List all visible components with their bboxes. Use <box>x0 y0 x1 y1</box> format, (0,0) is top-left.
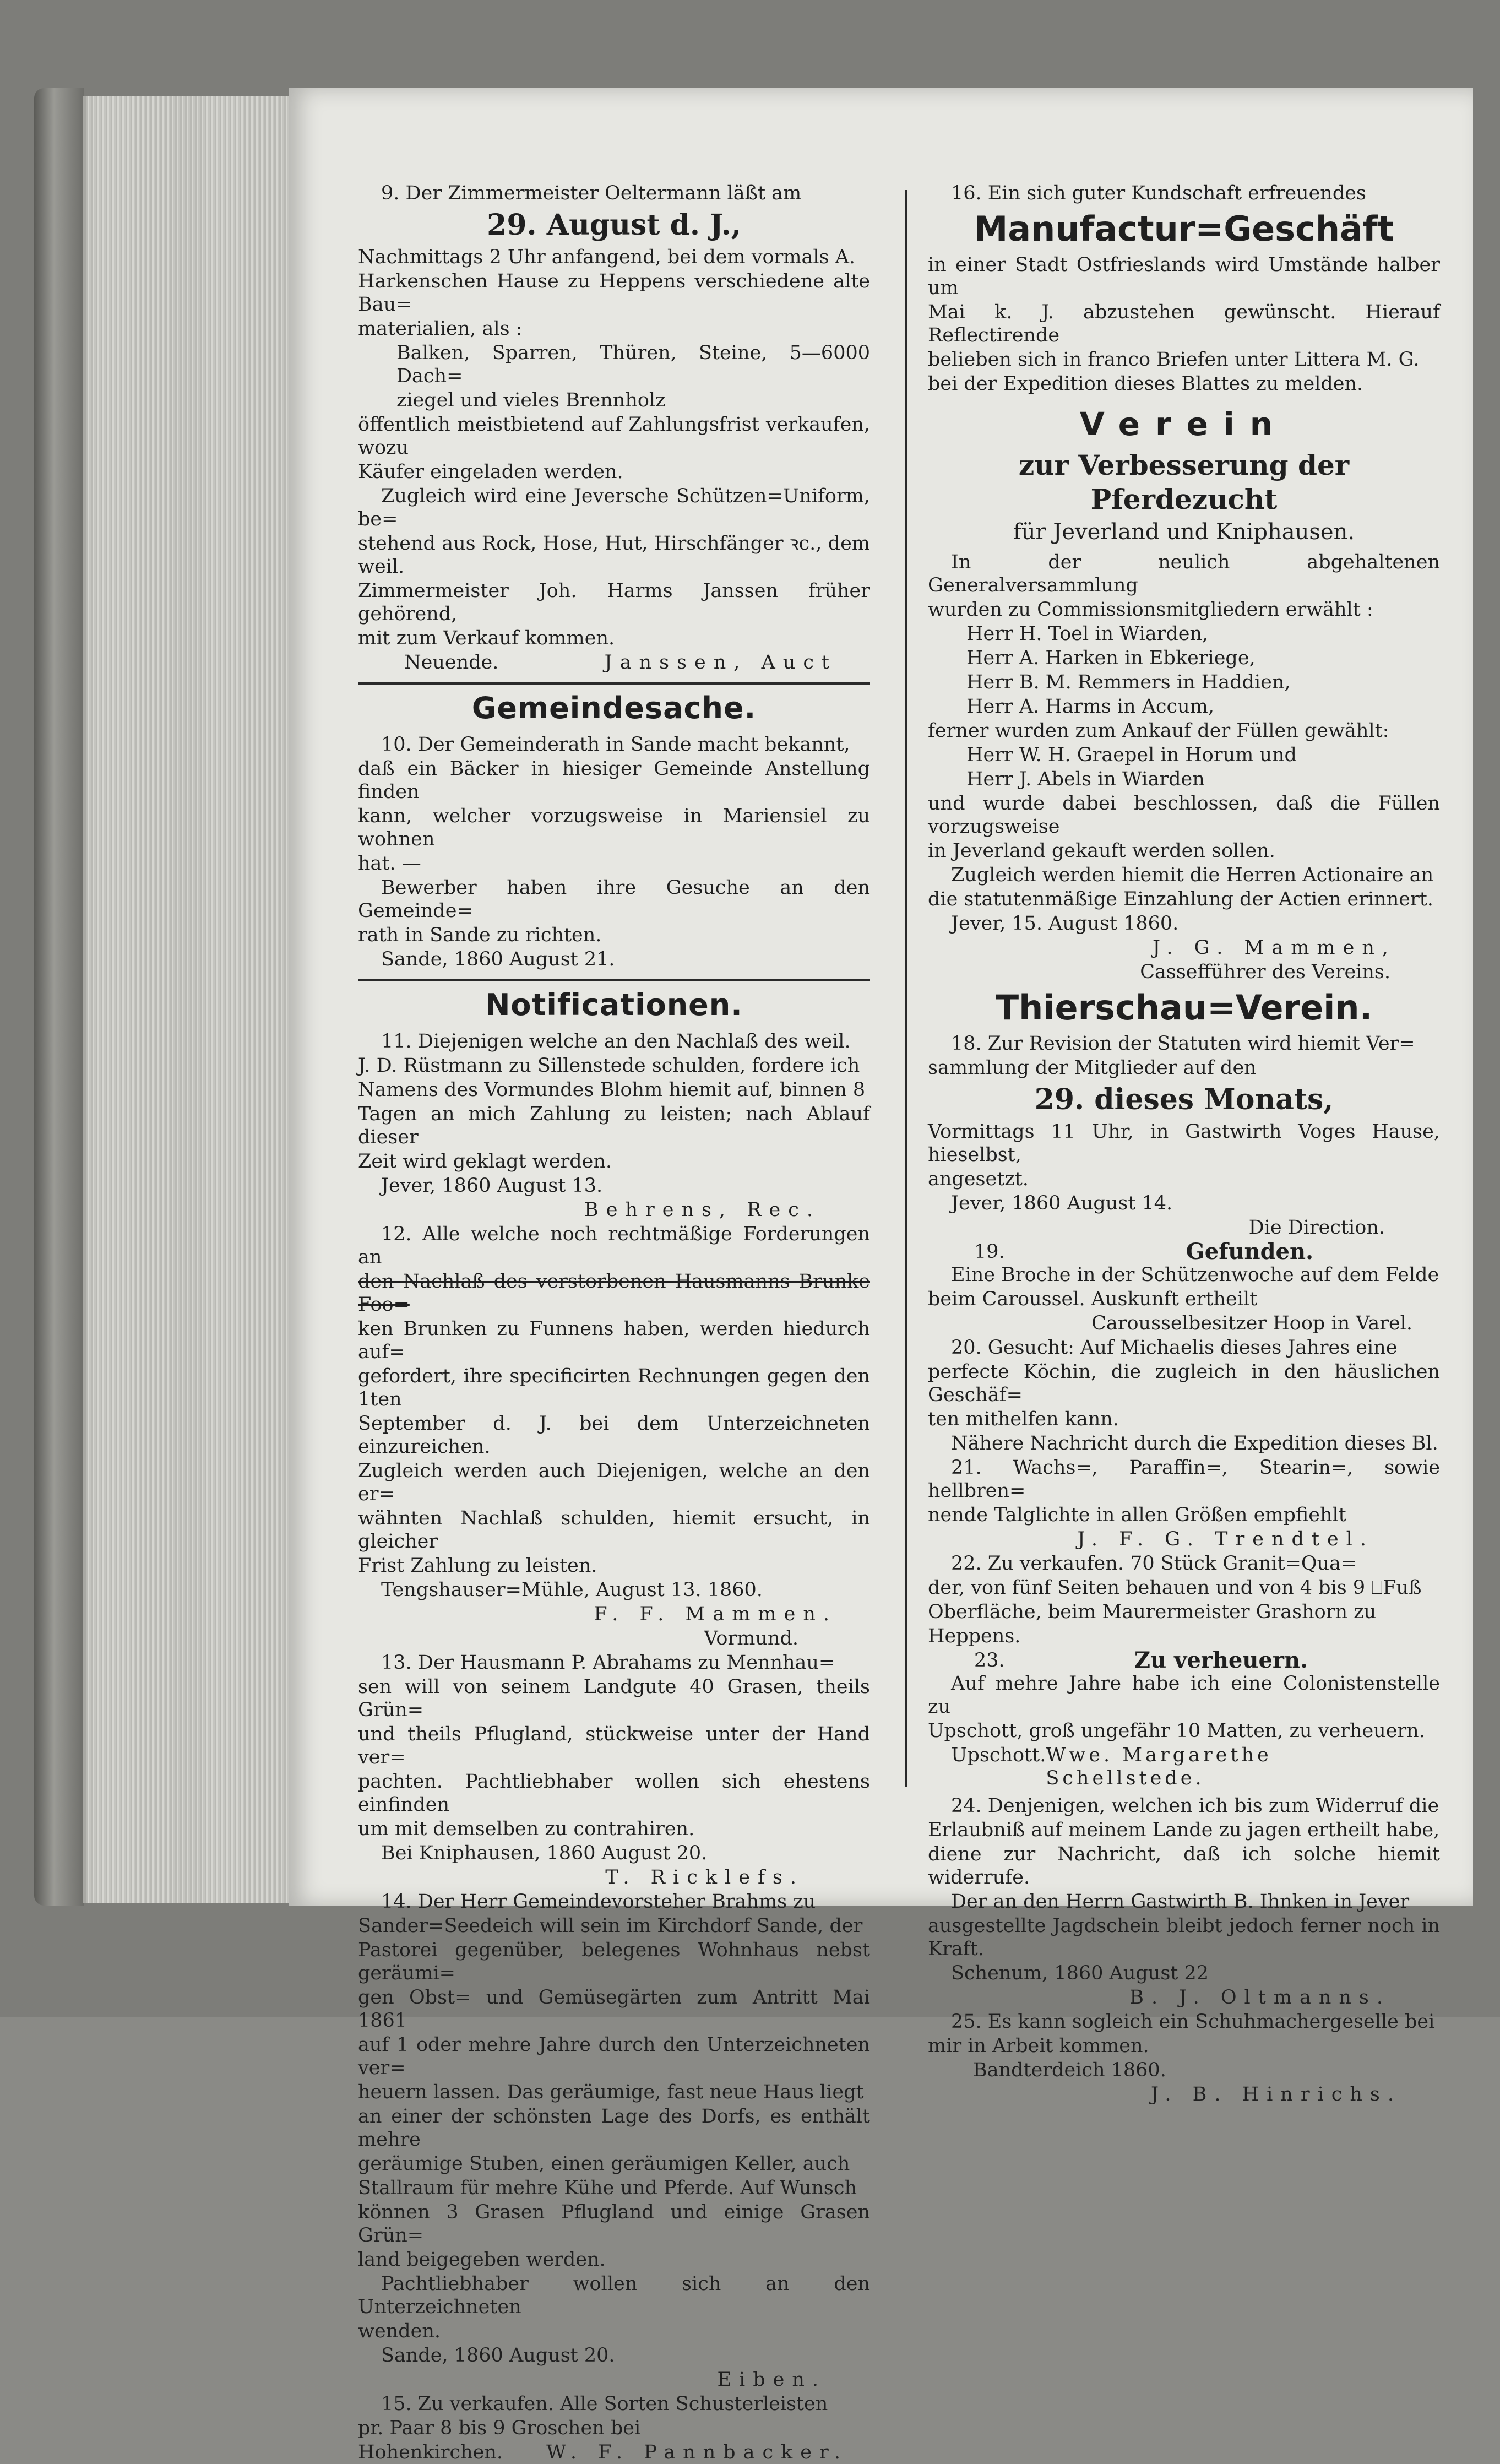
notice-12-line: Frist Zahlung zu leisten. <box>358 1555 597 1577</box>
notice-9-date: 29. August d. J., <box>487 208 741 242</box>
section-rule <box>358 979 870 981</box>
section-heading: Notificationen. <box>485 987 743 1022</box>
notice-24 <box>928 1794 1440 2009</box>
verein-line: Zugleich werden hiemit die Herren Actionaire an <box>951 864 1434 886</box>
verein-member: Herr B. M. Remmers in Haddien, <box>966 671 1291 693</box>
verein-line: In der neulich abgehaltenen Generalversammlung <box>928 551 1440 596</box>
notice-9-line: stehend aus Rock, Hose, Hut, Hirschfänger ꝛc., dem weil. <box>358 533 870 578</box>
notice-12-struck-line: den Nachlaß des verstorbenen Hausmanns Brunke Foo= <box>358 1271 870 1316</box>
section-rule <box>358 682 870 685</box>
notice-14-line: Pastorei gegenüber, belegenes Wohnhaus nebst geräumi= <box>358 1939 870 1984</box>
verein-member: Herr H. Toel in Wiarden, <box>966 623 1209 645</box>
notice-19-number: 19. <box>974 1241 1005 1263</box>
notice-25-line: mir in Arbeit kommen. <box>928 2035 1149 2057</box>
column-divider <box>905 190 907 1787</box>
notice-13-signature: T. Ricklefs. <box>605 1866 804 1888</box>
notice-9-line: öffentlich meistbietend auf Zahlungsfrist verkaufen, wozu <box>358 414 870 459</box>
notice-11-line: 11. Diejenigen welche an den Nachlaß des weil. <box>381 1030 851 1052</box>
notice-21-signature: J. F. G. Trendtel. <box>1077 1528 1374 1550</box>
notice-12-line: wähnten Nachlaß schulden, hiemit ersucht, in gleicher <box>358 1507 870 1553</box>
notice-18-signature: Die Direction. <box>1248 1217 1385 1239</box>
notice-23-line: Upschott, groß ungefähr 10 Matten, zu verheuern. <box>928 1720 1425 1742</box>
notice-10-line: 10. Der Gemeinderath in Sande macht bekannt, <box>381 734 850 756</box>
notice-15-place: Hohenkirchen. <box>358 2441 503 2463</box>
notice-16-heading: Manufactur=Geschäft <box>974 209 1394 249</box>
notice-20-line: Nähere Nachricht durch die Expedition dieses Bl. <box>951 1432 1438 1454</box>
notice-9-footer <box>358 651 870 674</box>
notice-16-line: belieben sich in franco Briefen unter Littera M. G. <box>928 349 1420 371</box>
verein-heading: Verein <box>1079 405 1289 443</box>
verein-line: die statutenmäßige Einzahlung der Actien erinnert. <box>928 888 1433 910</box>
notice-15-footer <box>358 2441 870 2464</box>
notice-14-line: land beigegeben werden. <box>358 2249 606 2271</box>
verein-buyer: Herr W. H. Graepel in Horum und <box>966 744 1297 766</box>
notice-18-date: 29. dieses Monats, <box>1034 1083 1334 1116</box>
notice-12-signature: F. F. Mammen. <box>594 1603 837 1625</box>
notice-9-line: Nachmittags 2 Uhr anfangend, bei dem vormals A. <box>358 246 856 268</box>
notice-21-line: 21. Wachs=, Paraffin=, Stearin=, sowie hellbren= <box>928 1457 1440 1502</box>
notice-10-line: hat. — <box>358 853 421 875</box>
notice-12-line: Zugleich werden auch Diejenigen, welche an den er= <box>358 1460 870 1505</box>
notice-16-intro: 16. Ein sich guter Kundschaft erfreuendes <box>951 182 1366 204</box>
notice-14-place: Sande, 1860 August 20. <box>381 2344 615 2367</box>
notice-14-line: Pachtliebhaber wollen sich an den Unterzeichneten <box>358 2273 870 2318</box>
notice-9-line: Käufer eingeladen werden. <box>358 461 623 483</box>
notice-16-line: bei der Expedition dieses Blattes zu melden. <box>928 373 1363 395</box>
notice-24-line: diene zur Nachricht, daß ich solche hiemit widerrufe. <box>928 1843 1440 1888</box>
notice-23-place: Upschott. <box>951 1744 1046 1766</box>
notice-23-line: Auf mehre Jahre habe ich eine Colonistenstelle zu <box>928 1673 1440 1718</box>
notice-15-line: pr. Paar 8 bis 9 Groschen bei <box>358 2417 641 2439</box>
notice-10-line: rath in Sande zu richten. <box>358 924 602 946</box>
notice-24-place: Schenum, 1860 August 22 <box>951 1962 1209 1984</box>
notice-19-line: beim Caroussel. Auskunft ertheilt <box>928 1288 1258 1310</box>
notice-14-line: heuern lassen. Das geräumige, fast neue Haus liegt <box>358 2081 864 2103</box>
notice-18-line: sammlung der Mitglieder auf den <box>928 1057 1257 1079</box>
notice-21-line: nende Talglichte in allen Größen empfiehlt <box>928 1504 1346 1526</box>
notice-12-place: Tengshauser=Mühle, August 13. 1860. <box>381 1579 763 1601</box>
notice-14-line: gen Obst= und Gemüsegärten zum Antritt Mai 1861 <box>358 1987 870 2032</box>
notice-13-line: um mit demselben zu contrahiren. <box>358 1818 695 1840</box>
notice-11-line: Namens des Vormundes Blohm hiemit auf, binnen 8 <box>358 1079 866 1101</box>
notice-25-line: 25. Es kann sogleich ein Schuhmachergeselle bei <box>951 2011 1435 2033</box>
right-column <box>928 182 1440 2107</box>
notice-23-title: Zu verheuern. <box>1134 1647 1308 1673</box>
verein-role: Cassefführer des Vereins. <box>1140 961 1390 983</box>
notice-13-line: und theils Pflugland, stückweise unter der Hand ver= <box>358 1723 870 1768</box>
notice-9 <box>358 182 870 674</box>
notice-22-line: der, von fünf Seiten behauen und von 4 bis 9 ⎕Fuß <box>928 1577 1422 1599</box>
notice-11-signature: Behrens, Rec. <box>584 1199 820 1221</box>
notice-9-line: mit zum Verkauf kommen. <box>358 627 615 649</box>
notice-15-signature: W. F. Pannbacker. <box>546 2441 848 2463</box>
notice-22-line: Heppens. <box>928 1625 1021 1647</box>
notice-16-line: Mai k. J. abzustehen gewünscht. Hierauf Reflectirende <box>928 301 1440 346</box>
notice-20-line: ten mithelfen kann. <box>928 1408 1119 1430</box>
notice-22-line: Oberfläche, beim Maurermeister Grashorn zu <box>928 1601 1377 1623</box>
notice-20-line: perfecte Köchin, die zugleich in den häuslichen Geschäf= <box>928 1361 1440 1406</box>
verein-member: Herr A. Harken in Ebkeriege, <box>966 647 1256 669</box>
notice-24-line: ausgestellte Jagdschein bleibt jedoch ferner noch in Kraft. <box>928 1915 1440 1960</box>
thierschau-heading: Thierschau=Verein. <box>995 987 1373 1028</box>
notice-12-role: Vormund. <box>704 1627 798 1649</box>
notice-19-title: Gefunden. <box>1186 1239 1313 1264</box>
notice-18-line: Vormittags 11 Uhr, in Gastwirth Voges Hause, hieselbst, <box>928 1121 1440 1166</box>
left-column <box>358 182 870 2464</box>
notice-14-line: Sander=Seedeich will sein im Kirchdorf Sande, der <box>358 1915 863 1937</box>
notice-verein <box>928 403 1440 984</box>
notice-14-line: an einer der schönsten Lage des Dorfs, es enthält mehre <box>358 2105 870 2151</box>
notice-11-line: Zeit wird geklagt werden. <box>358 1150 612 1173</box>
notice-11-place: Jever, 1860 August 13. <box>381 1175 603 1197</box>
notice-13-line: pachten. Pachtliebhaber wollen sich ehestens einfinden <box>358 1771 870 1816</box>
verein-line: wurden zu Commissionsmitgliedern erwählt : <box>928 599 1373 621</box>
notice-12-line: ken Brunken zu Funnens haben, werden hiedurch auf= <box>358 1318 870 1363</box>
notice-9-intro: 9. Der Zimmermeister Oeltermann läßt am <box>381 182 802 204</box>
notice-9-line: Zimmermeister Joh. Harms Janssen früher gehörend, <box>358 580 870 625</box>
notice-18-place: Jever, 1860 August 14. <box>951 1192 1173 1214</box>
notice-10-line: kann, welcher vorzugsweise in Mariensiel zu wohnen <box>358 805 870 850</box>
notice-19-line: Eine Broche in der Schützenwoche auf dem Felde <box>951 1264 1439 1286</box>
notice-9-place: Neuende. <box>404 652 499 674</box>
notice-23-footer <box>928 1744 1440 1790</box>
notice-18-line: angesetzt. <box>928 1168 1029 1190</box>
notice-25-signature: J. B. Hinrichs. <box>1151 2083 1401 2105</box>
notice-13-line: 13. Der Hausmann P. Abrahams zu Mennhau= <box>381 1652 835 1674</box>
notice-19-line: Carousselbesitzer Hoop in Varel. <box>1091 1312 1412 1334</box>
verein-member: Herr A. Harms in Accum, <box>966 696 1214 718</box>
notice-22-line: 22. Zu verkaufen. 70 Stück Granit=Qua= <box>951 1553 1357 1575</box>
notice-14-line: wenden. <box>358 2320 441 2342</box>
notice-23-header <box>928 1649 1440 1672</box>
notice-11-line: Tagen an mich Zahlung zu leisten; nach Ablauf dieser <box>358 1103 870 1148</box>
notice-9-line: ziegel und vieles Brennholz <box>396 389 666 411</box>
notice-9-line: materialien, als : <box>358 318 523 340</box>
notice-24-line: 24. Denjenigen, welchen ich bis zum Widerruf die <box>951 1795 1439 1817</box>
notice-23-number: 23. <box>974 1649 1005 1671</box>
notice-18-line: 18. Zur Revision der Statuten wird hiemit Ver= <box>951 1033 1415 1055</box>
notice-19 <box>928 1240 1440 1335</box>
notice-14-line: 14. Der Herr Gemeindevorsteher Brahms zu <box>381 1891 816 1913</box>
notice-25 <box>928 2010 1440 2106</box>
verein-signature: J. G. Mammen, <box>1153 937 1396 959</box>
verein-line: in Jeverland gekauft werden sollen. <box>928 840 1275 862</box>
notice-thierschau <box>928 987 1440 1239</box>
verein-place: Jever, 15. August 1860. <box>951 913 1179 935</box>
notice-10-line: daß ein Bäcker in hiesiger Gemeinde Anstellung finden <box>358 758 870 803</box>
notice-12-line: 12. Alle welche noch rechtmäßige Forderungen an <box>358 1223 870 1268</box>
notice-14-line: geräumige Stuben, einen geräumigen Keller, auch <box>358 2153 850 2175</box>
notice-21 <box>928 1456 1440 1551</box>
notice-10-line: Bewerber haben ihre Gesuche an den Gemeinde= <box>358 877 870 922</box>
notice-13-line: sen will von seinem Landgute 40 Grasen, theils Grün= <box>358 1676 870 1721</box>
notice-10-line: Sande, 1860 August 21. <box>381 948 615 970</box>
notice-12-line: gefordert, ihre specificirten Rechnungen gegen den 1ten <box>358 1365 870 1410</box>
section-gemeindesache <box>358 689 870 971</box>
section-heading: Gemeindesache. <box>471 691 757 725</box>
verein-subheading-region: für Jeverland und Kniphausen. <box>1013 519 1355 545</box>
notice-15-line: 15. Zu verkaufen. Alle Sorten Schusterleisten <box>381 2393 828 2415</box>
notice-24-line: Erlaubniß auf meinem Lande zu jagen ertheilt habe, <box>928 1819 1440 1841</box>
notice-20-line: 20. Gesucht: Auf Michaelis dieses Jahres eine <box>951 1337 1398 1359</box>
verein-line: ferner wurden zum Ankauf der Füllen gewählt: <box>928 720 1389 742</box>
notice-14-line: Stallraum für mehre Kühe und Pferde. Auf Wunsch <box>358 2177 857 2199</box>
notice-14-line: können 3 Grasen Pflugland und einige Grasen Grün= <box>358 2201 870 2246</box>
notice-25-place: Bandterdeich 1860. <box>973 2059 1166 2081</box>
notice-13-place: Bei Kniphausen, 1860 August 20. <box>381 1842 708 1864</box>
notice-24-line: Der an den Herrn Gastwirth B. Ihnken in Jever <box>951 1891 1410 1913</box>
notice-20 <box>928 1336 1440 1455</box>
notice-9-line: Balken, Sparren, Thüren, Steine, 5—6000 Dach= <box>396 342 870 387</box>
verein-subheading: zur Verbesserung der Pferdezucht <box>1018 449 1350 515</box>
notice-16-line: in einer Stadt Ostfrieslands wird Umstände halber um <box>928 254 1440 299</box>
section-notificationen <box>358 986 870 2464</box>
notice-23-signature: Wwe. Margarethe Schellstede. <box>1046 1744 1272 1789</box>
notice-11-line: J. D. Rüstmann zu Sillenstede schulden, fordere ich <box>358 1055 860 1077</box>
notice-16 <box>928 182 1440 395</box>
notice-9-signature: Janssen, Auct <box>604 652 837 674</box>
newspaper-page <box>289 88 1473 2463</box>
notice-19-header <box>928 1240 1440 1263</box>
notice-22 <box>928 1552 1440 1648</box>
notice-12-line: September d. J. bei dem Unterzeichneten einzureichen. <box>358 1413 870 1458</box>
book-spine <box>34 88 84 1906</box>
notice-14-line: auf 1 oder mehre Jahre durch den Unterzeichneten ver= <box>358 2034 870 2079</box>
notice-9-line: Harkenschen Hause zu Heppens verschiedene alte Bau= <box>358 270 870 316</box>
notice-24-signature: B. J. Oltmanns. <box>1129 1987 1390 2009</box>
notice-14-signature: Eiben. <box>717 2369 826 2391</box>
verein-buyer: Herr J. Abels in Wiarden <box>966 768 1205 790</box>
verein-line: und wurde dabei beschlossen, daß die Füllen vorzugsweise <box>928 793 1440 838</box>
notice-9-line: Zugleich wird eine Jeversche Schützen=Uniform, be= <box>358 485 870 530</box>
page-edges <box>83 96 292 1903</box>
notice-23 <box>928 1649 1440 1790</box>
